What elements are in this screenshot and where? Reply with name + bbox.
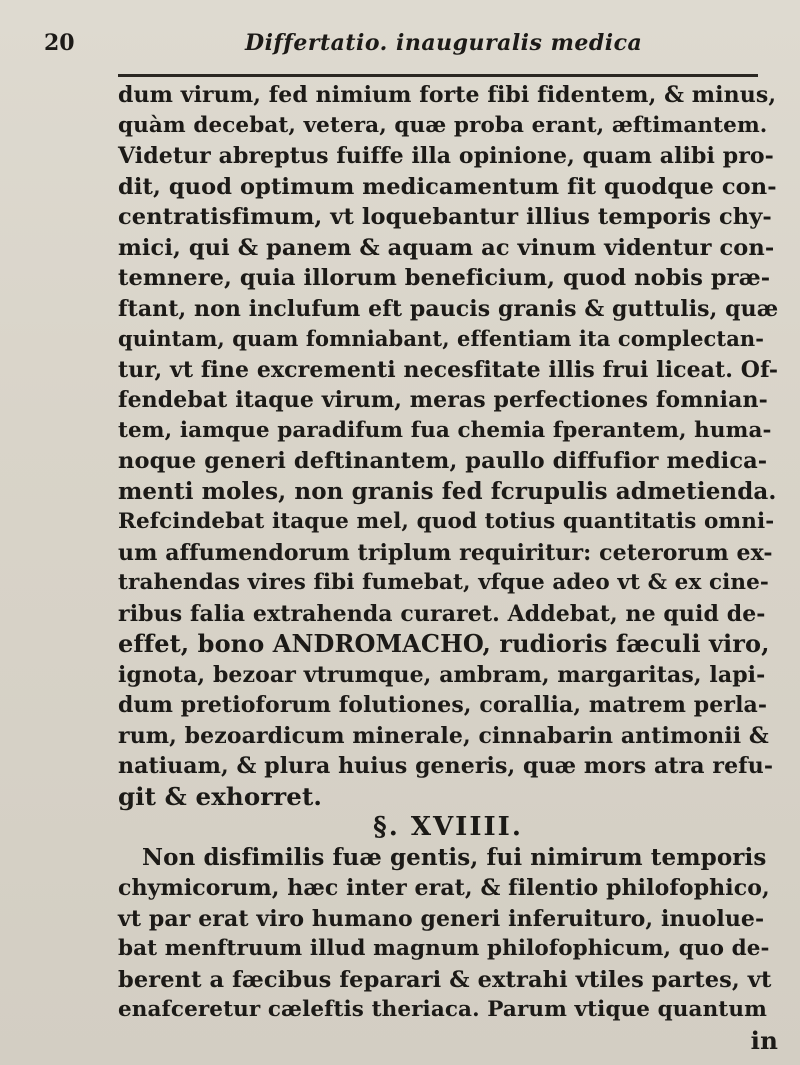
text-line: ftant, non inclufum eft paucis granis & guttulis, quæ	[118, 295, 779, 322]
header-rule	[118, 74, 758, 77]
text-line: vt par erat viro humano generi inferuituro, inuolue-	[118, 905, 765, 932]
text-line: Refcindebat itaque mel, quod totius quantitatis omni-	[118, 509, 775, 534]
running-head: Differtatio. inauguralis medica	[245, 30, 643, 56]
text-line: fendebat itaque virum, meras perfectiones fomnian-	[118, 387, 768, 413]
text-line: git & exhorret.	[118, 781, 323, 811]
text-line: enafceretur cæleftis theriaca. Parum vtique quantum	[118, 997, 767, 1022]
text-line: chymicorum, hæc inter erat, & filentio philofophico,	[118, 875, 770, 901]
text-line: tem, iamque paradifum fua chemia fperantem, huma-	[118, 417, 772, 443]
text-line: menti moles, non granis fed fcrupulis admetienda.	[118, 477, 777, 505]
text-line: centratisfimum, vt loquebantur illius temporis chy-	[118, 204, 772, 230]
text-line: ignota, bezoar vtrumque, ambram, margaritas, lapi-	[118, 661, 766, 688]
text-line: quàm decebat, vetera, quæ proba erant, æftimantem.	[118, 112, 768, 138]
text-line: dit, quod optimum medicamentum fit quodque con-	[118, 173, 777, 200]
text-line: ribus falia extrahenda curaret. Addebat, ne quid de-	[118, 600, 766, 627]
text-line: natiuam, & plura huius generis, quæ mors atra refu-	[118, 753, 774, 779]
text-line: temnere, quia illorum beneficium, quod nobis præ-	[118, 265, 771, 291]
text-line: dum pretioforum folutiones, corallia, matrem perla-	[118, 692, 768, 718]
text-line: dum virum, fed nimium forte fibi fidentem, & minus,	[118, 82, 777, 108]
catchword: in	[750, 1025, 778, 1055]
text-line: trahendas vires fibi fumebat, vfque adeo vt & ex cine-	[118, 570, 769, 595]
text-line: effet, bono ANDROMACHO, rudioris fæculi viro,	[118, 629, 770, 658]
page-header	[40, 30, 760, 70]
section-heading: §. XVIIII.	[373, 812, 523, 842]
text-line: mici, qui & panem & aquam ac vinum videntur con-	[118, 234, 775, 261]
page-number: 20	[44, 30, 75, 56]
text-line: tur, vt fine excrementi necesfitate illis frui liceat. Of-	[118, 356, 779, 383]
body-text	[118, 80, 778, 1056]
text-line: noque generi deftinantem, paullo diffufior medica-	[118, 448, 768, 474]
text-line: Non disfimilis fuæ gentis, fui nimirum temporis	[142, 843, 767, 871]
text-line: quintam, quam fomniabant, effentiam ita complectan-	[118, 326, 765, 351]
text-line: um affumendorum triplum requiritur: ceterorum ex-	[118, 539, 773, 566]
text-line: bat menftruum illud magnum philofophicum, quo de-	[118, 936, 770, 961]
text-line: rum, bezoardicum minerale, cinnabarin antimonii &	[118, 722, 769, 749]
text-line: Videtur abreptus fuiffe illa opinione, quam alibi pro-	[118, 143, 774, 169]
text-line: berent a fæcibus feparari & extrahi vtiles partes, vt	[118, 966, 772, 993]
